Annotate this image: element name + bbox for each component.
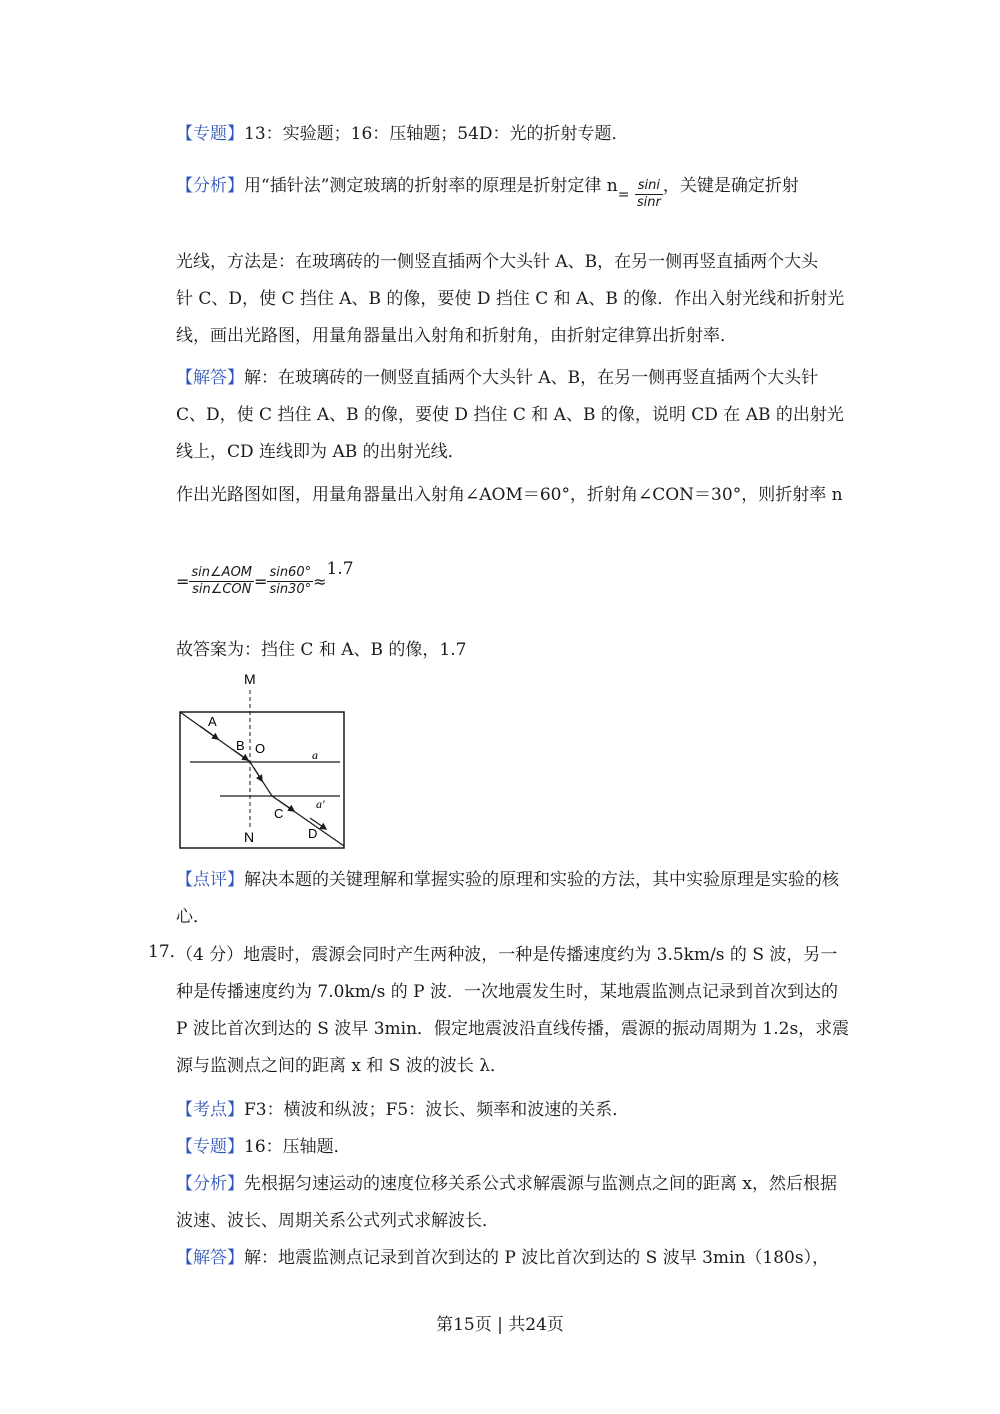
solution-text-2: 解：地震监测点记录到首次到达的 P 波比首次到达的 S 波早 3min（180s）， bbox=[244, 1248, 830, 1268]
topic-line bbox=[176, 116, 852, 153]
topic-line-2 bbox=[176, 1129, 852, 1166]
snell-denominator: sinr bbox=[636, 195, 661, 210]
analysis-body bbox=[176, 244, 852, 355]
answer-line: 故答案为：挡住 C 和 A、B 的像，1.7 bbox=[176, 640, 467, 660]
topic-tag: 【专题】 bbox=[176, 124, 244, 144]
refraction-equation bbox=[176, 559, 354, 605]
label-b: B bbox=[236, 738, 245, 753]
analysis-text-a: 用“插针法”测定玻璃的折射率的原理是折射定律 n bbox=[244, 176, 618, 196]
analysis-tag: 【分析】 bbox=[176, 176, 244, 196]
fraction-values-numerator: sin60° bbox=[269, 565, 312, 580]
equation-equals-1: = bbox=[176, 572, 190, 591]
comment-text: 解决本题的关键理解和掌握实验的原理和实验的方法，其中实验原理是实验的核心． bbox=[176, 870, 839, 927]
equation-approx: ≈ bbox=[313, 572, 327, 591]
solution-tag-2: 【解答】 bbox=[176, 1248, 244, 1268]
label-n: N bbox=[244, 829, 255, 845]
solution-block bbox=[176, 360, 852, 471]
knowledge-point-tag: 【考点】 bbox=[176, 1100, 244, 1120]
light-path-diagram bbox=[170, 668, 360, 858]
analysis-text-b: ，关键是确定折射 bbox=[662, 176, 799, 196]
page-footer: 第15页 | 共24页 bbox=[436, 1315, 564, 1335]
question-17-number: 17． bbox=[148, 942, 187, 962]
topic-text-2: 16：压轴题． bbox=[244, 1137, 351, 1157]
analysis-line-1 bbox=[176, 168, 852, 210]
label-c: C bbox=[274, 806, 284, 821]
label-a: A bbox=[208, 714, 217, 729]
comment-tag: 【点评】 bbox=[176, 870, 244, 890]
analysis-line-2: 光线，方法是：在玻璃砖的一侧竖直插两个大头针 A、B，在另一侧再竖直插两个大头 bbox=[176, 252, 819, 272]
solution-text: 解：在玻璃砖的一侧竖直插两个大头针 A、B，在另一侧再竖直插两个大头针 C、D，使 C 挡住 A、B 的像，要使 D 挡住 C 和 A、B 的像，说明 CD 在 AB 的出射光线上，CD 连线即为 AB 的出射光线． bbox=[176, 368, 844, 462]
question-17-text: （4 分）地震时，震源会同时产生两种波，一种是传播速度约为 3.5km/s 的 S 波，另一种是传播速度约为 7.0km/s 的 P 波．一次地震发生时，某地震监测点记录到首次到达的 P 波比首次到达的 S 波早 3min．假定地震波沿直线传播，震源的振动周期为 1.2s，求震源与监测点之间的距离 x 和 S 波的波长 λ． bbox=[176, 945, 850, 1076]
label-o: O bbox=[255, 741, 266, 756]
equation-value: 1.7 bbox=[326, 559, 354, 579]
snell-numerator: sini bbox=[635, 178, 663, 195]
snell-fraction bbox=[635, 178, 663, 211]
label-d: D bbox=[308, 826, 318, 841]
equation-equals-2: = bbox=[254, 572, 268, 591]
analysis-block-2 bbox=[176, 1166, 852, 1240]
fraction-values-denominator: sin30° bbox=[269, 582, 312, 597]
analysis-text-2: 先根据匀速运动的速度位移关系公式求解震源与监测点之间的距离 x，然后根据波速、波长、周期关系公式列式求解波长． bbox=[176, 1174, 837, 1231]
fraction-angles-denominator: sin∠CON bbox=[192, 582, 252, 597]
analysis-equals: = bbox=[617, 187, 630, 203]
label-surface-a-prime: a′ bbox=[316, 797, 325, 811]
knowledge-point-text: F3：横波和纵波；F5：波长、频率和波速的关系． bbox=[244, 1100, 630, 1120]
fraction-values bbox=[267, 565, 313, 598]
topic-text: 13：实验题；16：压轴题；54D：光的折射专题． bbox=[244, 124, 629, 144]
label-m: M bbox=[244, 671, 256, 687]
fraction-angles bbox=[189, 565, 254, 598]
knowledge-point-line bbox=[176, 1092, 852, 1129]
analysis-line-4: 线，画出光路图，用量角器量出入射角和折射角，由折射定律算出折射率． bbox=[176, 326, 737, 346]
fraction-angles-numerator: sin∠AOM bbox=[191, 565, 253, 580]
refracted-arrow bbox=[254, 768, 262, 781]
analysis-line-3: 针 C、D，使 C 挡住 A、B 的像，要使 D 挡住 C 和 A、B 的像．作出入射光线和折射光 bbox=[176, 289, 845, 309]
label-surface-a: a bbox=[312, 748, 318, 762]
solution-tag: 【解答】 bbox=[176, 368, 244, 388]
solution-line-2: 作出光路图如图，用量角器量出入射角∠AOM＝60°，折射角∠CON＝30°，则折射率 n bbox=[176, 485, 843, 505]
comment-block bbox=[176, 862, 852, 936]
analysis-tag-2: 【分析】 bbox=[176, 1174, 244, 1194]
solution-block-2 bbox=[176, 1240, 852, 1277]
topic-tag-2: 【专题】 bbox=[176, 1137, 244, 1157]
